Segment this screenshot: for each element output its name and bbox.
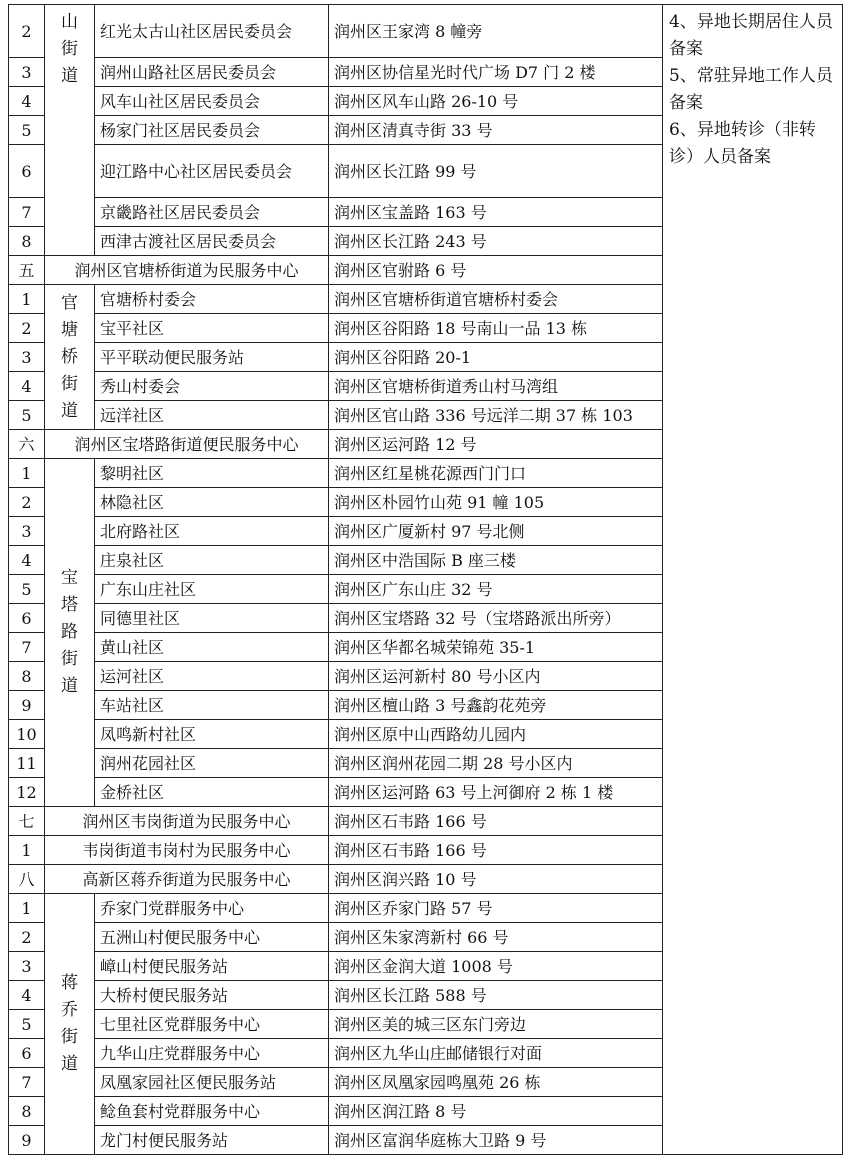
site-address: 润州区协信星光时代广场 D7 门 2 楼 (329, 58, 663, 87)
site-name: 广东山庄社区 (95, 575, 329, 604)
section-address: 润州区运河路 12 号 (329, 430, 663, 459)
street-name: 蒋乔街道 (61, 973, 78, 1074)
row-number: 7 (9, 1068, 45, 1097)
site-address: 润州区官山路 336 号远洋二期 37 栋 103 (329, 401, 663, 430)
row-number: 4 (9, 981, 45, 1010)
row-number: 2 (9, 5, 45, 58)
note-item: 5、常驻异地工作人员备案 (669, 66, 833, 113)
site-address: 润州区金润大道 1008 号 (329, 952, 663, 981)
row-number: 1 (9, 459, 45, 488)
site-name: 黎明社区 (95, 459, 329, 488)
site-name: 迎江路中心社区居民委员会 (95, 145, 329, 198)
site-name: 车站社区 (95, 691, 329, 720)
row-number: 5 (9, 401, 45, 430)
row-number: 9 (9, 1126, 45, 1155)
row-number: 3 (9, 343, 45, 372)
table-body (9, 5, 843, 1155)
site-address: 润州区运河新村 80 号小区内 (329, 662, 663, 691)
site-name: 官塘桥村委会 (95, 285, 329, 314)
note-item: 4、异地长期居住人员备案 (669, 12, 833, 59)
row-number: 5 (9, 1010, 45, 1039)
row-number: 3 (9, 517, 45, 546)
section-number: 六 (9, 430, 45, 459)
section-address: 润州区官驸路 6 号 (329, 256, 663, 285)
site-address: 润州区官塘桥街道秀山村马湾组 (329, 372, 663, 401)
site-name: 乔家门党群服务中心 (95, 894, 329, 923)
row-number: 3 (9, 58, 45, 87)
site-name: 同德里社区 (95, 604, 329, 633)
site-name: 庄泉社区 (95, 546, 329, 575)
street-name: 宝塔路街道 (61, 568, 78, 696)
row-number: 8 (9, 662, 45, 691)
section-name: 润州区官塘桥街道为民服务中心 (45, 256, 329, 285)
site-name: 七里社区党群服务中心 (95, 1010, 329, 1039)
site-address: 润州区长江路 243 号 (329, 227, 663, 256)
row-number: 6 (9, 604, 45, 633)
service-center-table (8, 4, 843, 1155)
row-number: 12 (9, 778, 45, 807)
site-name: 龙门村便民服务站 (95, 1126, 329, 1155)
site-address: 润州区清真寺街 33 号 (329, 116, 663, 145)
site-address: 润州区广厦新村 97 号北侧 (329, 517, 663, 546)
site-address: 润州区富润华庭栋大卫路 9 号 (329, 1126, 663, 1155)
site-address: 润州区中浩国际 B 座三楼 (329, 546, 663, 575)
table-row (9, 5, 843, 58)
note-item: 6、异地转诊（非转诊）人员备案 (669, 120, 816, 167)
row-number: 2 (9, 488, 45, 517)
site-name: 红光太古山社区居民委员会 (95, 5, 329, 58)
site-address: 润州区广东山庄 32 号 (329, 575, 663, 604)
site-name: 九华山庄党群服务中心 (95, 1039, 329, 1068)
street-name-cell (45, 459, 95, 807)
site-address: 润州区长江路 99 号 (329, 145, 663, 198)
site-name: 凤凰家园社区便民服务站 (95, 1068, 329, 1097)
row-number: 5 (9, 575, 45, 604)
notes-cell (663, 5, 843, 1155)
row-number: 1 (9, 894, 45, 923)
site-address: 润州区九华山庄邮储银行对面 (329, 1039, 663, 1068)
site-name: 运河社区 (95, 662, 329, 691)
site-address: 润州区润州花园二期 28 号小区内 (329, 749, 663, 778)
site-address: 润州区宝盖路 163 号 (329, 198, 663, 227)
site-name: 大桥村便民服务站 (95, 981, 329, 1010)
site-name: 西津古渡社区居民委员会 (95, 227, 329, 256)
service-center-table-page (8, 4, 843, 1155)
row-number: 5 (9, 116, 45, 145)
site-address: 润州区朴园竹山苑 91 幢 105 (329, 488, 663, 517)
site-name: 润州山路社区居民委员会 (95, 58, 329, 87)
site-address: 润州区王家湾 8 幢旁 (329, 5, 663, 58)
site-name: 风车山社区居民委员会 (95, 87, 329, 116)
row-number: 9 (9, 691, 45, 720)
section-address: 润州区润兴路 10 号 (329, 865, 663, 894)
site-name: 润州花园社区 (95, 749, 329, 778)
row-number: 2 (9, 314, 45, 343)
site-name: 鲶鱼套村党群服务中心 (95, 1097, 329, 1126)
site-name: 嶂山村便民服务站 (95, 952, 329, 981)
row-number: 6 (9, 145, 45, 198)
street-name: 官塘桥街道 (61, 292, 78, 421)
site-address: 润州区华都名城荣锦苑 35-1 (329, 633, 663, 662)
section-name: 润州区韦岗街道为民服务中心 (45, 807, 329, 836)
section-name: 润州区宝塔路街道便民服务中心 (45, 430, 329, 459)
site-address: 润州区檀山路 3 号鑫韵花苑旁 (329, 691, 663, 720)
section-number: 七 (9, 807, 45, 836)
site-name: 远洋社区 (95, 401, 329, 430)
site-address: 润州区谷阳路 18 号南山一品 13 栋 (329, 314, 663, 343)
site-address: 润州区乔家门路 57 号 (329, 894, 663, 923)
row-number: 1 (9, 836, 45, 865)
street-name-cell (45, 5, 95, 256)
site-name: 林隐社区 (95, 488, 329, 517)
site-address: 润州区谷阳路 20-1 (329, 343, 663, 372)
row-number: 7 (9, 198, 45, 227)
site-address: 润州区原中山西路幼儿园内 (329, 720, 663, 749)
site-address: 润州区宝塔路 32 号（宝塔路派出所旁） (329, 604, 663, 633)
section-name: 高新区蒋乔街道为民服务中心 (45, 865, 329, 894)
row-number: 10 (9, 720, 45, 749)
row-number: 1 (9, 285, 45, 314)
street-name-cell (45, 894, 95, 1155)
site-name: 金桥社区 (95, 778, 329, 807)
section-address: 润州区石韦路 166 号 (329, 807, 663, 836)
site-name: 平平联动便民服务站 (95, 343, 329, 372)
row-number: 4 (9, 372, 45, 401)
site-name: 秀山村委会 (95, 372, 329, 401)
row-number: 8 (9, 1097, 45, 1126)
site-name: 宝平社区 (95, 314, 329, 343)
site-address: 润州区朱家湾新村 66 号 (329, 923, 663, 952)
row-number: 8 (9, 227, 45, 256)
site-name: 北府路社区 (95, 517, 329, 546)
site-address: 润州区润江路 8 号 (329, 1097, 663, 1126)
row-number: 11 (9, 749, 45, 778)
site-address: 润州区凤凰家园鸣凰苑 26 栋 (329, 1068, 663, 1097)
row-number: 6 (9, 1039, 45, 1068)
street-name-cell (45, 285, 95, 430)
row-number: 3 (9, 952, 45, 981)
site-name: 京畿路社区居民委员会 (95, 198, 329, 227)
section-number: 五 (9, 256, 45, 285)
row-number: 4 (9, 87, 45, 116)
site-address: 润州区风车山路 26-10 号 (329, 87, 663, 116)
row-number: 7 (9, 633, 45, 662)
site-name: 杨家门社区居民委员会 (95, 116, 329, 145)
site-address: 润州区红星桃花源西门门口 (329, 459, 663, 488)
row-number: 4 (9, 546, 45, 575)
site-name: 凤鸣新村社区 (95, 720, 329, 749)
site-name: 黄山社区 (95, 633, 329, 662)
site-address: 润州区长江路 588 号 (329, 981, 663, 1010)
site-name: 五洲山村便民服务中心 (95, 923, 329, 952)
section-number: 八 (9, 865, 45, 894)
site-name: 韦岗街道韦岗村为民服务中心 (45, 836, 329, 865)
street-name: 山街道 (61, 12, 78, 86)
site-address: 润州区石韦路 166 号 (329, 836, 663, 865)
site-address: 润州区官塘桥街道官塘桥村委会 (329, 285, 663, 314)
site-address: 润州区美的城三区东门旁边 (329, 1010, 663, 1039)
site-address: 润州区运河路 63 号上河御府 2 栋 1 楼 (329, 778, 663, 807)
row-number: 2 (9, 923, 45, 952)
